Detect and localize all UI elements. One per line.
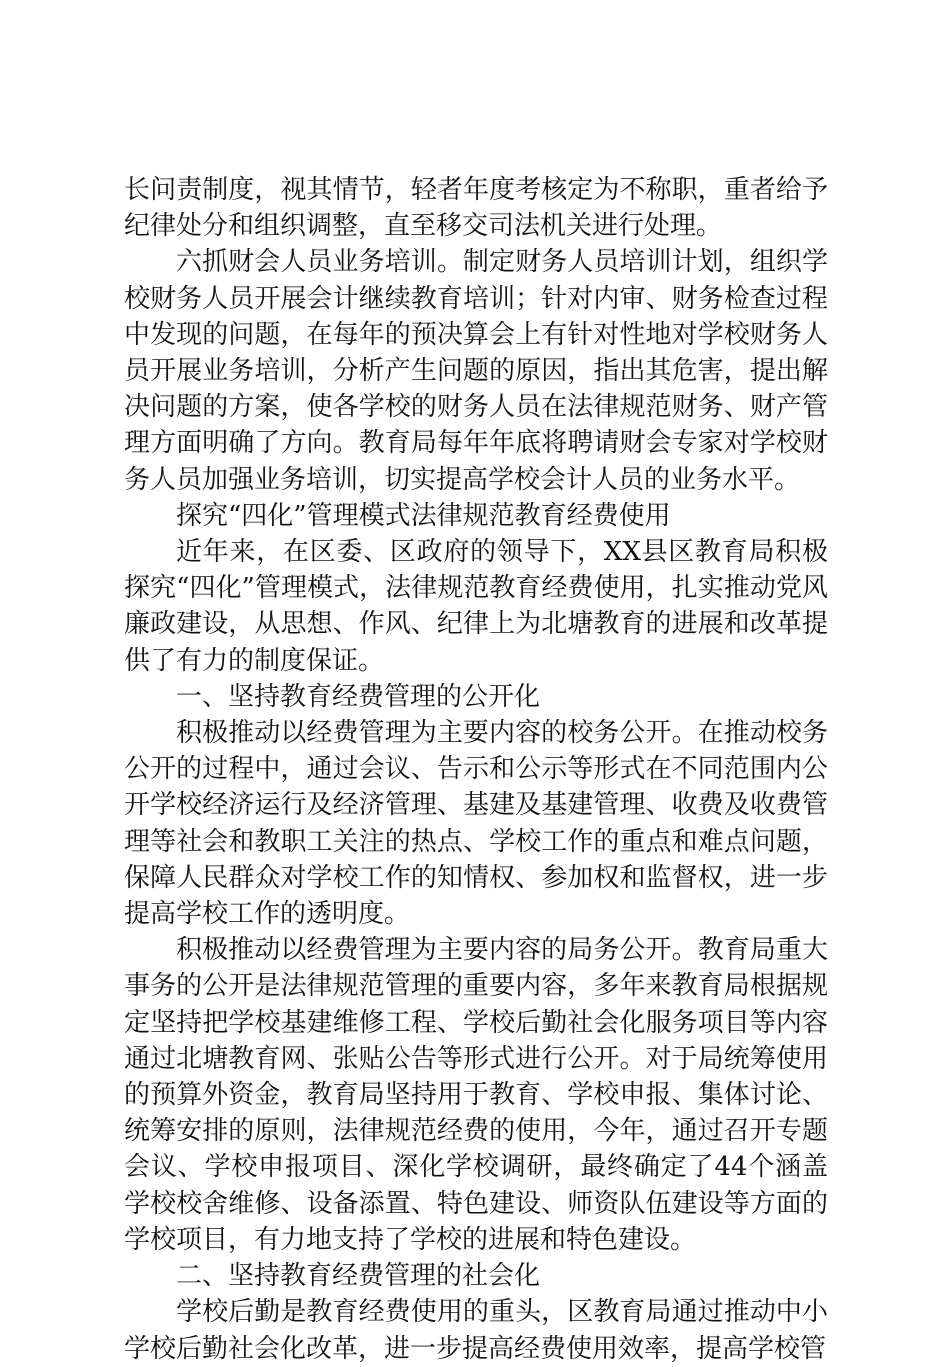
paragraph-bureau-affairs: 积极推动以经费管理为主要内容的局务公开。教育局重大事务的公开是法律规范管理的重要内容，多年来教育局根据规定坚持把学校基建维修工程、学校后勤社会化服务项目等内容通过北塘教育网、张贴公告等形式进行公开。对于局统筹使用的预算外资金，教育局坚持用于教育、学校申报、集体讨论、统筹安排的原则，法律规范经费的使用，今年，通过召开专题会议、学校申报项目、深化学校调研，最终确定了44个涵盖学校校舍维修、设备添置、特色建设、师资队伍建设等方面的学校项目，有力地支持了学校的进展和特色建设。 bbox=[124, 935, 828, 1255]
paragraph-accountability: 长问责制度，视其情节，轻者年度考核定为不称职，重者给予纪律处分和组织调整，直至移交司法机关进行处理。 bbox=[124, 175, 828, 242]
paragraph-logistics: 学校后勤是教育经费使用的重头，区教育局通过推动中小学校后勤社会化改革，进一步提高经费使用效率，提高学校管 bbox=[124, 1297, 828, 1364]
section-heading-socialization: 二、坚持教育经费管理的社会化 bbox=[176, 1261, 541, 1292]
paragraph-finance-training: 六抓财会人员业务培训。制定财务人员培训计划，组织学校财务人员开展会计继续教育培训；针对内审、财务检查过程中发现的问题，在每年的预决算会上有针对性地对学校财务人员开展业务培训，分析产生问题的原因，指出其危害，提出解决问题的方案，使各学校的财务人员在法律规范财务、财产管理方面明确了方向。教育局每年年底将聘请财会专家对学校财务人员加强业务培训，切实提高学校会计人员的业务水平。 bbox=[124, 247, 828, 495]
document-page bbox=[124, 172, 828, 1367]
paragraph-school-affairs: 积极推动以经费管理为主要内容的校务公开。在推动校务公开的过程中，通过会议、告示和公示等形式在不同范围内公开学校经济运行及经济管理、基建及基建管理、收费及收费管理等社会和教职工关注的热点、学校工作的重点和难点问题，保障人民群众对学校工作的知情权、参加权和监督权，进一步提高学校工作的透明度。 bbox=[124, 718, 828, 930]
section-heading-openness: 一、坚持教育经费管理的公开化 bbox=[176, 681, 541, 712]
paragraph-intro: 近年来，在区委、区政府的领导下，XX县区教育局积极探究“四化”管理模式，法律规范教育经费使用，扎实推动党风廉政建设，从思想、作风、纪律上为北塘教育的进展和改革提供了有力的制度保证。 bbox=[124, 537, 828, 676]
article-title: 探究“四化”管理模式法律规范教育经费使用 bbox=[176, 500, 671, 531]
